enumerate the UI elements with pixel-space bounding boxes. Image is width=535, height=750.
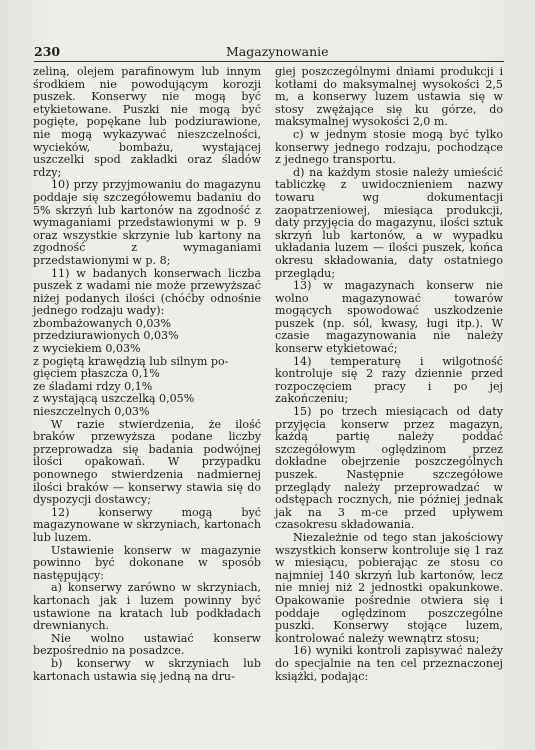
paragraph: b) konserwy w skrzyniach lub kartonach ustawia się jedną na dru-: [33, 656, 261, 683]
defect-limit-row: zbombażowanych 0,03%: [33, 316, 172, 330]
paragraph: 15) po trzech miesiącach od daty przyjęcia konserw przez magazyn, każdą partię należy poddać szczegółowym oględzinom przez dokładne obejrzenie poszczególnych puszek. Następnie szczegółowe przeglądy należy przeprowadzać w odstępach rocznych, nie później jednak jak na 3 m-ce przed upływem czasokresu składowania.: [275, 405, 503, 532]
right-text-column: [275, 66, 503, 683]
left-text-column: [33, 66, 261, 683]
paragraph: Nie wolno ustawiać konserw bezpośrednio na posadzce.: [33, 631, 261, 658]
defect-limit-row: z wyciekiem 0,03%: [33, 342, 141, 356]
paragraph: Ustawienie konserw w magazynie powinno być dokonane w sposób następujący:: [33, 543, 261, 582]
page-number: 230: [34, 44, 61, 59]
paragraph: 11) w badanych konserwach liczba puszek z wadami nie może przewyższać niżej podanych ilości (chóćby odnośnie jednego rodzaju wady):: [33, 266, 261, 318]
header-rule: [34, 61, 504, 62]
paragraph: 10) przy przyjmowaniu do magazynu poddaje się szczegółowemu badaniu do 5% skrzyń lub kartonów na zgodność z wymaganiami przedstawionymi w p. 9 oraz wszystkie skrzynie lub kartony na zgodność z wymaganiami przedstawionymi w p. 8;: [33, 178, 261, 267]
paragraph: 14) temperaturę i wilgotność kontroluje się 2 razy dziennie przed rozpoczęciem pracy i po jej zakończeniu;: [275, 354, 503, 406]
paragraph: c) w jednym stosie mogą być tylko konserwy jednego rodzaju, pochodzące z jednego transportu.: [275, 127, 503, 167]
paragraph: 12) konserwy mogą być magazynowane w skrzyniach, kartonach lub luzem.: [33, 505, 261, 544]
paragraph: 16) wyniki kontroli zapisywać należy do specjalnie na ten cel przeznaczonej książki, podając:: [275, 644, 503, 683]
paragraph: zeliną, olejem parafinowym lub innym środkiem nie powodującym korozji puszek. Konserwy nie mogą być etykietowane. Puszki nie mogą być pogięte, popękane lub podziurawione, nie mogą wykazywać nieszczelności, wycieków, bombażu, wystającej uszczelki spod zakładki oraz śladów rdzy;: [33, 65, 261, 179]
page-header: [34, 42, 504, 62]
defect-limit-row: z wystającą uszczelką 0,05%: [33, 392, 195, 406]
paragraph: a) konserwy zarówno w skrzyniach, kartonach jak i luzem powinny być ustawione na kratach lub podkładach drewnianych.: [33, 581, 261, 633]
paragraph: giej poszczególnymi dniami produkcji i kotłami do maksymalnej wysokości 2,5 m, a konserwy luzem ustawia się w stosy zwężające się ku górze, do maksymalnej wysokości 2,0 m.: [275, 65, 503, 129]
defect-limit-row: nieszczelnych 0,03%: [33, 405, 150, 419]
defect-limit-row: z pogiętą krawędzią lub silnym po-: [33, 354, 229, 368]
paragraph: d) na każdym stosie należy umieścić tabliczkę z uwidocznieniem nazwy towaru wg dokumentacji zaopatrzeniowej, miesiąca produkcji, daty przyjęcia do magazynu, ilości sztuk skrzyń lub kartonów, a w wypadku układania luzem — ilości puszek, końca okresu składowania, daty ostatniego przeglądu;: [275, 165, 503, 280]
defect-limit-row: gięciem płaszcza 0,1%: [33, 367, 160, 381]
paragraph: 13) w magazynach konserw nie wolno magazynować towarów mogących spowodować uszkodzenie puszek (np. sól, kwasy, ługi itp.). W czasie magazynowania nie należy konserw etykietować;: [275, 279, 503, 356]
defect-limit-row: ze śladami rdzy 0,1%: [33, 379, 153, 393]
running-title: Magazynowanie: [226, 44, 329, 59]
paragraph: W razie stwierdzenia, że ilość braków przewyższa podane liczby przeprowadza się badania podwójnej ilości opakowań. W przypadku ponownego stwierdzenia nadmiernej ilości braków — konserwy stawia się do dyspozycji dostawcy;: [33, 417, 261, 507]
defect-limit-row: przedziurawionych 0,03%: [33, 329, 179, 343]
paragraph: Niezależnie od tego stan jakościowy wszystkich konserw kontroluje się 1 raz w miesiącu, pobierając ze stosu co najmniej 140 skrzyń lub kartonów, lecz nie mniej niż 2 jednostki opakunkowe. Opakowanie pośrednie otwiera się i poddaje oględzinom poszczególne puszki. Konserwy stojące luzem, kontrolować należy wewnątrz stosu;: [275, 530, 503, 645]
